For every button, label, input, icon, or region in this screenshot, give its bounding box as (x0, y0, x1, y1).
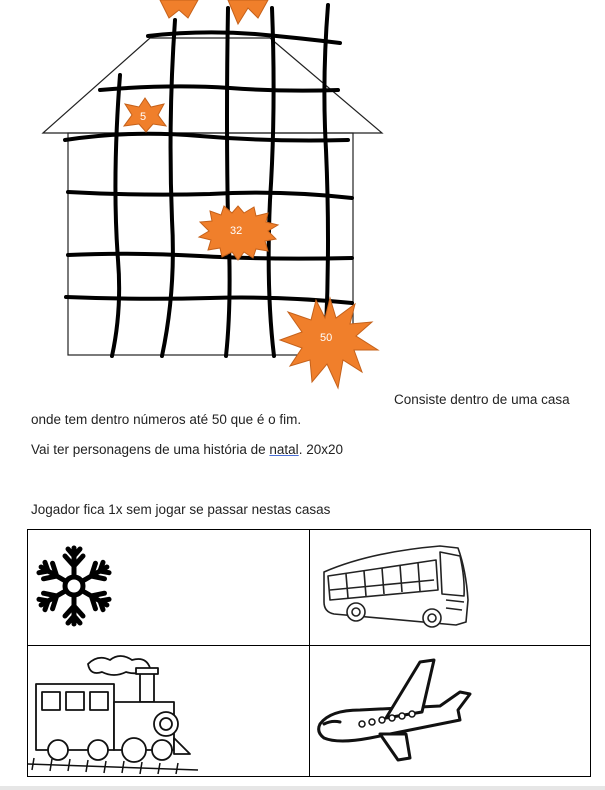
natal-word: natal (269, 442, 299, 457)
table-row (28, 646, 591, 777)
table-cell-train (28, 646, 310, 777)
text-line-3 (31, 441, 343, 458)
penalty-squares-table (27, 529, 591, 777)
marker-label-5: 5 (140, 111, 147, 123)
table-cell-bus (309, 530, 591, 646)
page-bottom-edge (0, 786, 605, 790)
star-top-right (228, 0, 268, 24)
star-top-left (160, 0, 198, 18)
bus-icon (310, 530, 590, 640)
text-line-3-end: . 20x20 (298, 442, 343, 457)
train-icon (28, 646, 308, 776)
marker-label-32: 32 (230, 225, 243, 237)
snowflake-icon (28, 530, 308, 640)
marker-label-50: 50 (320, 332, 333, 344)
text-line-1: Consiste dentro de uma casa (394, 392, 570, 407)
text-line-3-start: Vai ter personagens de uma história de (31, 442, 270, 457)
table-row (28, 530, 591, 646)
table-cell-airplane (309, 646, 591, 777)
airplane-icon (310, 654, 590, 764)
table-cell-snowflake (28, 530, 310, 646)
grid-lines (65, 5, 352, 356)
text-line-2: onde tem dentro números até 50 que é o fim. (31, 412, 302, 427)
text-line-4: Jogador fica 1x sem jogar se passar nestas casas (31, 502, 331, 517)
